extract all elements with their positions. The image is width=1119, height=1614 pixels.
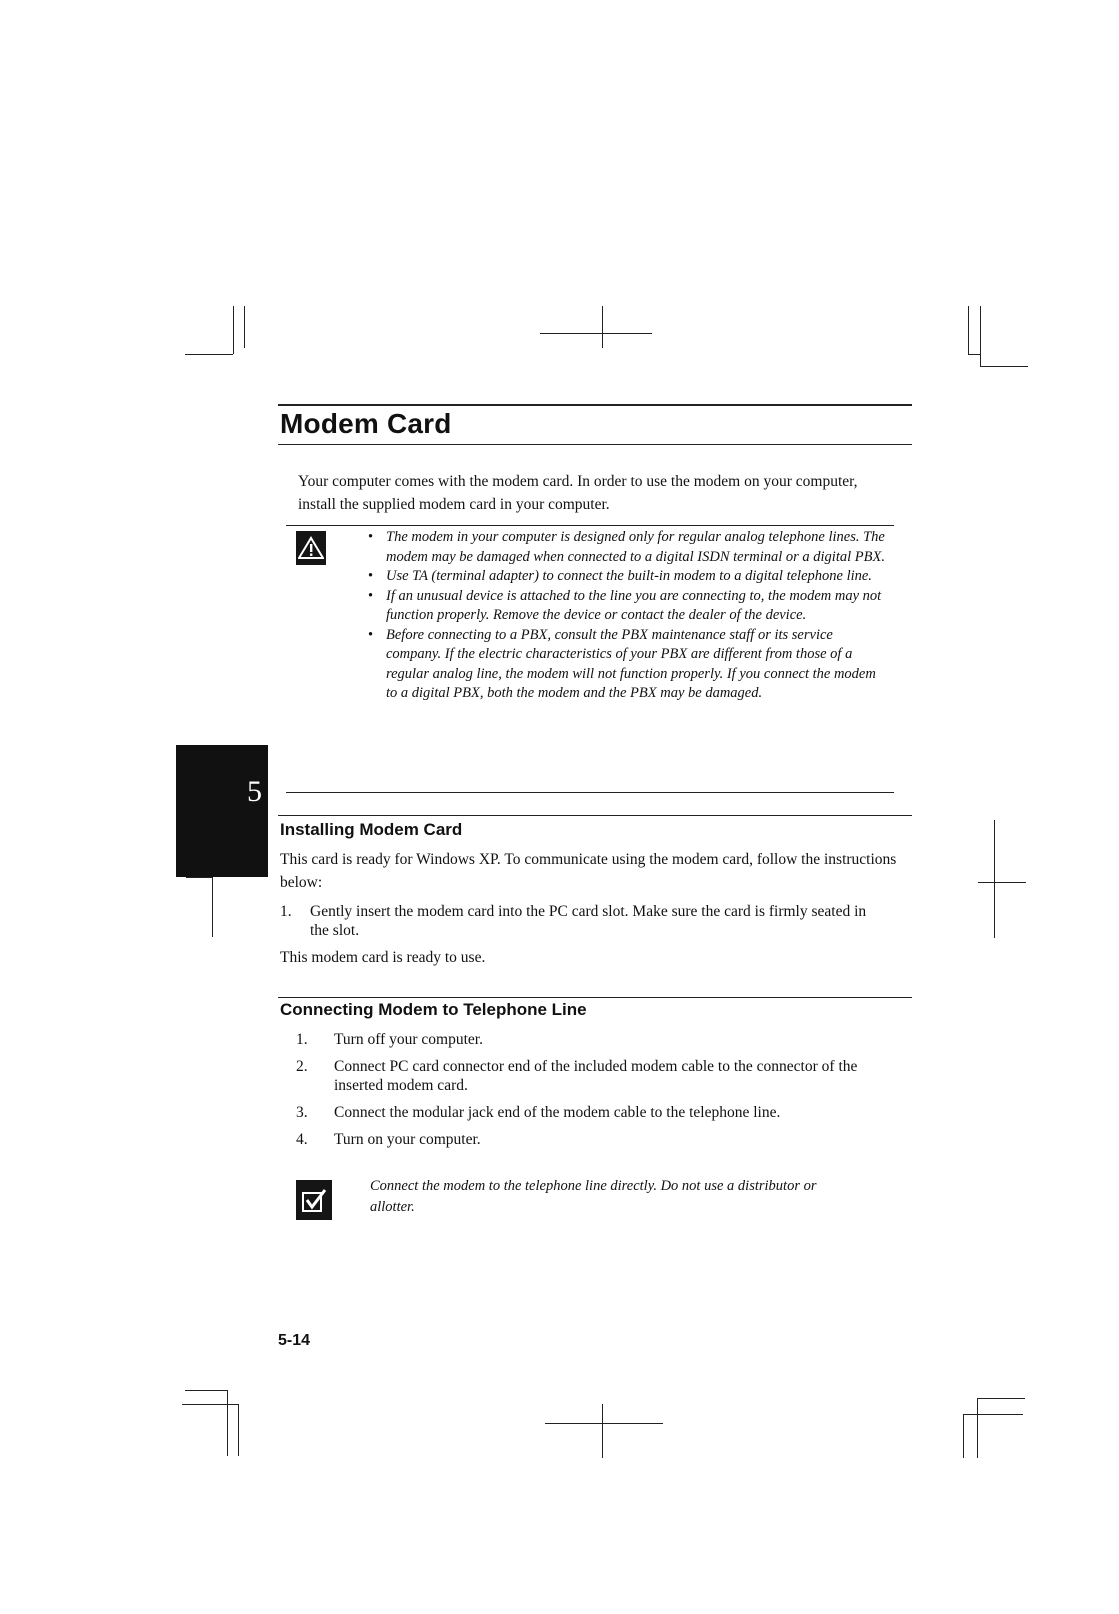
title-rule-bottom (278, 444, 912, 445)
checkmark-note-icon (296, 1180, 332, 1220)
warning-item: • Before connecting to a PBX, consult the PBX maintenance staff or its service company. If the electric characteristics of your PBX are different from those of a regular analog line, the modem will not function properly. If you connect the modem to a digital PBX, both the modem and the PBX may be damaged. (368, 626, 888, 704)
section-heading-connecting: Connecting Modem to Telephone Line (280, 1000, 587, 1019)
warning-triangle-icon (296, 531, 326, 565)
step-text: Turn off your computer. (334, 1031, 483, 1048)
step-number: 1. (280, 903, 292, 920)
step-text: Gently insert the modem card into the PC card slot. Make sure the card is firmly seated in the slot. (310, 903, 867, 939)
installing-outro: This modem card is ready to use. (280, 949, 486, 966)
title-rule-top (278, 404, 912, 406)
warning-rule-top (286, 525, 894, 526)
section-rule (278, 815, 912, 816)
list-item (296, 1130, 896, 1149)
intro-paragraph: Your computer comes with the modem card. In order to use the modem on your computer, install the supplied modem card in your computer. (298, 473, 858, 513)
warning-item: • The modem in your computer is designed only for regular analog telephone lines. The modem may be damaged when connected to a digital ISDN terminal or a digital PBX. (368, 528, 888, 567)
step-number: 3. (296, 1104, 308, 1121)
page-number: 5-14 (278, 1332, 311, 1349)
step-text: Connect the modular jack end of the modem cable to the telephone line. (334, 1104, 781, 1121)
installing-intro: This card is ready for Windows XP. To communicate using the modem card, follow the instructions below: (280, 851, 897, 891)
list-item (296, 1057, 896, 1095)
section-heading-installing: Installing Modem Card (280, 820, 463, 839)
list-item (280, 902, 880, 940)
warning-item: • If an unusual device is attached to the line you are connecting to, the modem may not function properly. Remove the device or contact the dealer of the device. (368, 587, 888, 626)
chapter-tab (176, 745, 268, 877)
step-number: 4. (296, 1131, 308, 1148)
step-number: 1. (296, 1031, 308, 1048)
chapter-number: 5 (247, 775, 262, 808)
note-text: Connect the modem to the telephone line directly. Do not use a distributor or allotter. (370, 1178, 817, 1215)
installing-steps (280, 902, 880, 940)
warning-list (368, 528, 888, 704)
list-item (296, 1103, 896, 1122)
connecting-steps (296, 1030, 896, 1149)
page-title: Modem Card (280, 408, 452, 439)
section-rule (278, 997, 912, 998)
warning-item: • Use TA (terminal adapter) to connect the built-in modem to a digital telephone line. (368, 567, 888, 587)
step-text: Connect PC card connector end of the included modem cable to the connector of the inserted modem card. (334, 1058, 858, 1094)
list-item (296, 1030, 896, 1049)
step-text: Turn on your computer. (334, 1131, 481, 1148)
warning-rule-bottom (286, 792, 894, 793)
step-number: 2. (296, 1058, 308, 1075)
